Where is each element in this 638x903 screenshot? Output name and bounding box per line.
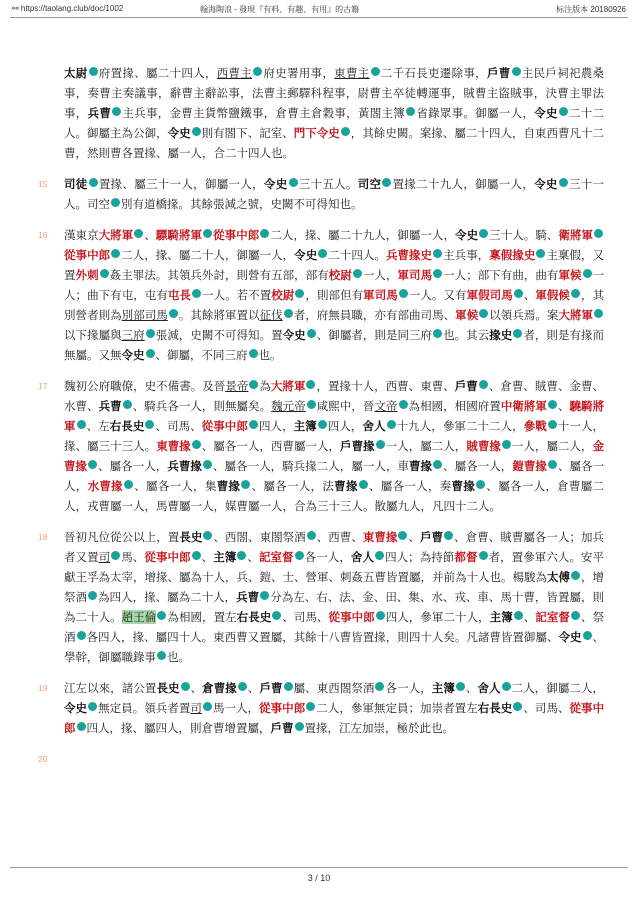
term-link[interactable]: 軍候	[558, 268, 582, 282]
term-link[interactable]: 戶曹	[454, 379, 478, 393]
footer-divider	[10, 867, 628, 868]
annotation-marker-icon[interactable]	[203, 702, 212, 711]
annotation-marker-icon[interactable]	[513, 702, 522, 711]
annotation-marker-icon[interactable]	[433, 249, 442, 258]
annotation-marker-icon[interactable]	[476, 480, 485, 489]
term-link[interactable]: 驃騎將軍	[155, 228, 203, 242]
annotation-marker-icon[interactable]	[359, 480, 368, 489]
annotation-marker-icon[interactable]	[284, 309, 293, 318]
annotation-marker-icon[interactable]	[203, 229, 212, 238]
term-link[interactable]: 兵曹掾史	[385, 248, 433, 262]
term-link[interactable]: 曹掾	[451, 479, 476, 493]
term-link[interactable]: 舍人	[477, 681, 501, 695]
term-link[interactable]: 曹掾	[334, 479, 358, 493]
annotation-marker-icon[interactable]	[100, 269, 109, 278]
term-link[interactable]: 記室督	[258, 550, 294, 564]
annotation-marker-icon[interactable]	[318, 420, 327, 429]
annotation-marker-icon[interactable]	[88, 702, 97, 711]
term-link[interactable]: 兵曹掾	[167, 459, 202, 473]
term-link[interactable]: 參戰	[523, 419, 547, 433]
term-link[interactable]: 主簿	[489, 610, 513, 624]
paragraph-number: 18	[38, 532, 48, 542]
annotation-marker-icon[interactable]	[134, 229, 143, 238]
term-link[interactable]: 軍候	[455, 308, 479, 322]
term-link[interactable]: 太尉	[64, 66, 88, 80]
annotation-marker-icon[interactable]	[559, 178, 568, 187]
term-link[interactable]: 東曹掾	[362, 530, 398, 544]
term-link[interactable]: 令史	[534, 177, 558, 191]
annotation-marker-icon[interactable]	[571, 289, 580, 298]
term-link[interactable]: 令史	[558, 630, 582, 644]
annotation-marker-icon[interactable]	[111, 551, 120, 560]
annotation-marker-icon[interactable]	[479, 229, 488, 238]
annotation-marker-icon[interactable]	[376, 611, 385, 620]
annotation-marker-icon[interactable]	[192, 127, 201, 136]
annotation-marker-icon[interactable]	[382, 178, 391, 187]
annotation-marker-icon[interactable]	[502, 682, 511, 691]
term-link[interactable]: 兵曹	[98, 399, 122, 413]
annotation-marker-icon[interactable]	[241, 480, 250, 489]
annotation-marker-icon[interactable]	[77, 722, 86, 731]
paragraph-number: 20	[38, 754, 48, 764]
term-link[interactable]: 從事中郎	[259, 701, 306, 715]
term-link[interactable]: 大將軍	[558, 308, 594, 322]
paragraph	[38, 678, 604, 738]
paragraph-number: 16	[38, 230, 48, 240]
annotation-marker-icon[interactable]	[88, 460, 97, 469]
paragraph-text: 魏初公府職僚，史不備書。及晉景帝 為大將軍 ，置掾十人，西曹、東曹、戶曹 、倉曹、賊曹、金曹、水曹、兵曹 、騎兵各一人，則無屬矣。魏元帝 咸熙中，晉文帝 為相國，相國府置中衛將軍 、驍騎將軍 、左右長史 、司馬、從事中郎 四人，主簿 四人，舍人 十九人，參軍二十二人，參戰 十一人，掾、屬三十三人。東曹掾 、屬各一人，西曹屬一人，戶曹掾 一人，屬二人，賊曹掾 一人，屬二人，金曹掾 、屬各一人，兵曹掾 、屬各一人，騎兵掾二人，屬一人，車曹掾 、屬各一人，鎧曹掾 、屬各一人，水曹掾 、屬各一人，集曹掾 、屬各一人，法曹掾 、屬各一人，奏曹掾 、屬各一人，倉曹屬二人，戎曹屬一人，馬曹屬一人，媒曹屬一人，合為三十三人。散屬九人，凡四十二人。	[64, 379, 605, 513]
term-link[interactable]: 兵曹	[87, 106, 112, 120]
term-link[interactable]: 賊曹掾	[466, 439, 501, 453]
annotation-marker-icon[interactable]	[146, 329, 155, 338]
term-link[interactable]: 校尉	[328, 268, 352, 282]
term-link[interactable]: 軍假司馬	[466, 288, 513, 302]
term-link[interactable]: 中衛將軍	[500, 399, 547, 413]
term-link[interactable]: 記室督	[535, 610, 570, 624]
annotation-marker-icon[interactable]	[387, 420, 396, 429]
annotation-marker-icon[interactable]	[399, 289, 408, 298]
term-link[interactable]: 主簿	[213, 550, 237, 564]
paragraph-text: 晉初凡位從公以上，置長史 、西閤、東閤祭酒 、西曹、東曹掾 、戶曹 、倉曹、賊曹屬各一人；加兵者又置司 馬、從事中郎 、主簿 、記室督 各一人，舍人 四人；為持節都督 者，置參軍六人。安平獻王孚為太宰，增掾、屬為十人，兵、鎧、士、營軍、刺姦五曹皆置屬，并前為十人也。楊駿為太傅 ，增祭酒 為四人，掾、屬為二十人，兵曹 分為左、右、法、金、田、集、水、戎、車、馬十曹，皆置屬，則為二十人。趙王倫 為相國，置左右長史 、司馬、從事中郎 四人，參軍二十人，主簿 、記室督 、祭酒 各四人，掾、屬四十人。東西曹又置屬，其餘十八曹皆置掾，則四十人矣。凡諸曹皆置御屬、令史 、學幹，御屬職錄事 也。	[64, 530, 605, 664]
annotation-marker-icon[interactable]	[571, 571, 580, 580]
annotation-marker-icon[interactable]	[406, 107, 415, 116]
term-link[interactable]: 外刺	[75, 268, 99, 282]
paragraph-number: 19	[38, 683, 48, 693]
term-link[interactable]: 屯長	[167, 288, 191, 302]
person-link[interactable]: 西曹主	[216, 66, 253, 80]
person-link[interactable]: 文帝	[374, 399, 398, 413]
term-link[interactable]: 倉曹掾	[202, 681, 237, 695]
annotation-marker-icon[interactable]	[260, 229, 269, 238]
document-body	[38, 63, 605, 764]
annotation-marker-icon[interactable]	[433, 329, 442, 338]
annotation-marker-icon[interactable]	[111, 198, 120, 207]
annotation-marker-icon[interactable]	[456, 682, 465, 691]
annotation-marker-icon[interactable]	[512, 67, 521, 76]
term-link[interactable]: 令史	[121, 348, 145, 362]
term-link[interactable]: 太傅	[547, 570, 570, 584]
annotation-marker-icon[interactable]	[371, 67, 380, 76]
annotation-marker-icon[interactable]	[253, 67, 262, 76]
annotation-marker-icon[interactable]	[157, 651, 166, 660]
annotation-marker-icon[interactable]	[111, 249, 120, 258]
annotation-marker-icon[interactable]	[77, 631, 86, 640]
annotation-marker-icon[interactable]	[479, 380, 488, 389]
term-link[interactable]: 戶曹	[486, 66, 511, 80]
term-link[interactable]: 主簿	[293, 419, 317, 433]
person-link[interactable]: 征伐	[259, 308, 283, 322]
annotation-marker-icon[interactable]	[146, 349, 155, 358]
annotation-marker-icon[interactable]	[318, 249, 327, 258]
term-link[interactable]: 都督	[454, 550, 478, 564]
annotation-marker-icon[interactable]	[514, 289, 523, 298]
annotation-marker-icon[interactable]	[295, 722, 304, 731]
person-link[interactable]: 司	[190, 701, 202, 715]
paragraph-text: 太尉 府置掾、屬二十四人，西曹主 府史署用事，東曹主 二千石長吏遷除事，戶曹 主民戶祠祀農桑事，奏曹主奏議事，辭曹主辭訟事，法曹主郵驛科程事，尉曹主卒徒轉運事，賊曹主盜賊事，決曹主罪法事，兵曹 主兵事，金曹主貨幣鹽鐵事，倉曹主倉穀事，黃閤主簿 省錄眾事。御屬一人，令史 二十二人。御屬主為公御，令史 則有閤下、記室、門下令史 ，其餘史闕。案掾、屬二十四人，自東西曹凡十二曹，然則曹各置掾、屬一人，合二十四人也。	[64, 66, 605, 160]
page-footer	[0, 873, 638, 883]
paragraph	[38, 225, 604, 365]
term-link[interactable]: 金曹掾	[64, 439, 605, 473]
annotation-marker-icon[interactable]	[237, 551, 246, 560]
annotation-marker-icon[interactable]	[89, 178, 98, 187]
term-link[interactable]: 舍人	[350, 550, 375, 564]
paragraph-text: 漢東京大將軍 、驃騎將軍 從事中郎 二人，掾、屬二十九人，御屬一人，令史 三十人。騎、衛將軍從事中郎 二人，掾、屬二十人，御屬一人，令史 二十四人。兵曹掾史 主兵事，稟假掾史 主稟假，又置外刺 姦主罪法。其領兵外討，則營有五部，部有校尉 一人，軍司馬 一人；部下有曲，曲有軍候 一人；曲下有屯，屯有屯長 一人。若不置校尉 ，則部但有軍司馬 一人。又有軍假司馬 、軍假候 ，其別營者則為別部司馬 。其餘將軍置以征伐 者，府無員職，亦有部曲司馬、軍候 以領兵焉。案大將軍以下掾屬與三府 張減，史闕不可得知。置令史 、御屬者，則是同三府 也。其云掾史 者，則是有掾而無屬。又無令史 、御屬，不同三府 也。	[64, 228, 605, 362]
term-link[interactable]: 掾史	[489, 328, 513, 342]
version-label: 标注版本 20180926	[556, 5, 626, 14]
term-link[interactable]: 從事中郎	[64, 701, 605, 735]
annotation-marker-icon[interactable]	[548, 460, 557, 469]
term-link[interactable]: 校尉	[271, 288, 295, 302]
page-number: 3 / 10	[307, 873, 331, 883]
annotation-marker-icon[interactable]	[89, 67, 98, 76]
annotation-marker-icon[interactable]	[399, 400, 408, 409]
term-link[interactable]: 從事中郎	[64, 248, 111, 262]
annotation-marker-icon[interactable]	[249, 380, 258, 389]
term-link[interactable]: 大將軍	[98, 228, 134, 242]
annotation-marker-icon[interactable]	[307, 329, 316, 338]
annotation-marker-icon[interactable]	[289, 178, 298, 187]
term-link[interactable]: 令史	[167, 126, 191, 140]
annotation-marker-icon[interactable]	[548, 420, 557, 429]
person-link[interactable]: 三府	[121, 328, 145, 342]
term-link[interactable]: 右長史	[236, 610, 272, 624]
annotation-marker-icon[interactable]	[536, 249, 545, 258]
term-link[interactable]: 右長史	[109, 419, 145, 433]
term-link[interactable]: 從事中郎	[144, 550, 191, 564]
annotation-marker-icon[interactable]	[307, 531, 316, 540]
paragraph-number: 17	[38, 381, 48, 391]
term-link[interactable]: 戶曹	[259, 681, 283, 695]
term-link[interactable]: 戶曹	[270, 721, 294, 735]
term-link[interactable]: 稟假掾史	[489, 248, 536, 262]
annotation-marker-icon[interactable]	[583, 269, 592, 278]
annotation-marker-icon[interactable]	[295, 551, 304, 560]
term-link[interactable]: 長史	[156, 681, 180, 695]
term-link[interactable]: 司徒	[64, 177, 88, 191]
annotation-marker-icon[interactable]	[192, 289, 201, 298]
annotation-marker-icon[interactable]	[376, 440, 385, 449]
annotation-marker-icon[interactable]	[306, 702, 315, 711]
annotation-marker-icon[interactable]	[272, 611, 281, 620]
annotation-marker-icon[interactable]	[145, 420, 154, 429]
annotation-marker-icon[interactable]	[260, 591, 269, 600]
annotation-marker-icon[interactable]	[124, 480, 133, 489]
annotation-marker-icon[interactable]	[571, 611, 580, 620]
annotation-marker-icon[interactable]	[479, 309, 488, 318]
term-link[interactable]: 令史	[455, 228, 479, 242]
person-link[interactable]: 別部司馬	[121, 308, 168, 322]
term-link[interactable]: 鎧曹掾	[512, 459, 547, 473]
annotation-marker-icon[interactable]	[479, 551, 488, 560]
term-link[interactable]: 門下令史	[293, 126, 340, 140]
annotation-marker-icon[interactable]	[306, 380, 315, 389]
source-url[interactable]: ⚯ https://taolang.club/doc/1002	[12, 4, 124, 13]
term-link[interactable]: 軍司馬	[363, 288, 398, 302]
term-link[interactable]: 司空	[357, 177, 382, 191]
person-link[interactable]: 東曹主	[334, 66, 370, 80]
term-link[interactable]: 驍騎將軍	[64, 399, 605, 433]
term-link[interactable]: 曹掾	[409, 459, 433, 473]
term-link[interactable]: 戶曹	[420, 530, 444, 544]
paragraph	[38, 527, 604, 667]
term-link[interactable]: 曹掾	[216, 479, 241, 493]
annotation-marker-icon[interactable]	[594, 229, 603, 238]
annotation-marker-icon[interactable]	[203, 460, 212, 469]
person-link[interactable]: 魏元帝	[271, 399, 306, 413]
annotation-marker-icon[interactable]	[444, 531, 453, 540]
annotation-marker-icon[interactable]	[157, 611, 166, 620]
person-link[interactable]: 司	[98, 550, 111, 564]
annotation-marker-icon[interactable]	[548, 400, 557, 409]
paragraph-text: 司徒 置掾、屬三十一人，御屬一人，令史 三十五人。司空 置掾二十九人，御屬一人，令史 三十一人。司空 別有道橋掾。其餘張減之號，史闕不可得知也。	[64, 177, 605, 211]
annotation-marker-icon[interactable]	[514, 611, 523, 620]
annotation-marker-icon[interactable]	[353, 269, 362, 278]
annotation-marker-icon[interactable]	[341, 127, 350, 136]
paragraph	[38, 63, 604, 163]
annotation-marker-icon[interactable]	[375, 551, 384, 560]
paragraph-text: 江左以來，諸公置長史 、倉曹掾 、戶曹 屬、東西閤祭酒 各一人，主簿 、舍人 二人，御屬二人，令史 無定員。領兵者置司 馬一人，從事中郎 二人，參軍無定員；加崇者置左右長史 、司馬、從事中郎 四人，掾、屬四人，則倉曹增置屬，戶曹 置掾，江左加崇，極於此也。	[64, 681, 605, 735]
annotation-marker-icon[interactable]	[238, 682, 247, 691]
annotation-marker-icon[interactable]	[502, 440, 511, 449]
term-link[interactable]: 令史	[534, 106, 558, 120]
annotation-marker-icon[interactable]	[433, 269, 442, 278]
annotation-marker-icon[interactable]	[77, 420, 86, 429]
annotation-marker-icon[interactable]	[123, 400, 132, 409]
annotation-marker-icon[interactable]	[203, 531, 212, 540]
term-link[interactable]: 東曹掾	[156, 439, 191, 453]
term-link[interactable]: 軍假候	[535, 288, 570, 302]
term-link[interactable]: 兵曹	[236, 590, 260, 604]
term-link[interactable]: 水曹掾	[87, 479, 123, 493]
annotation-marker-icon[interactable]	[169, 309, 178, 318]
header-divider	[10, 17, 628, 18]
annotation-marker-icon[interactable]	[181, 682, 190, 691]
annotation-marker-icon[interactable]	[284, 682, 293, 691]
term-link[interactable]: 戶曹掾	[340, 439, 375, 453]
annotation-marker-icon[interactable]	[88, 591, 97, 600]
term-link[interactable]: 大將軍	[270, 379, 306, 393]
term-link[interactable]: 令史	[263, 177, 288, 191]
paragraph	[38, 174, 604, 214]
term-link[interactable]: 衛將軍	[558, 228, 594, 242]
annotation-marker-icon[interactable]	[583, 631, 592, 640]
term-link[interactable]: 從事中郎	[328, 610, 375, 624]
annotation-marker-icon[interactable]	[192, 440, 201, 449]
highlighted-name[interactable]: 趙王倫	[121, 610, 157, 624]
annotation-marker-icon[interactable]	[249, 349, 258, 358]
annotation-marker-icon[interactable]	[398, 531, 407, 540]
person-link[interactable]: 景帝	[225, 379, 249, 393]
annotation-marker-icon[interactable]	[433, 460, 442, 469]
term-link[interactable]: 右長史	[477, 701, 513, 715]
term-link[interactable]: 長史	[179, 530, 203, 544]
term-link[interactable]: 令史	[64, 701, 88, 715]
site-title: 翰海陶浪 - 發現『有料、有趣、有用』的古籍	[200, 5, 360, 14]
annotation-marker-icon[interactable]	[192, 551, 201, 560]
term-link[interactable]: 令史	[282, 328, 306, 342]
page-header	[0, 0, 638, 22]
annotation-marker-icon[interactable]	[594, 309, 603, 318]
term-link[interactable]: 軍司馬	[397, 268, 433, 282]
term-link[interactable]: 主簿	[431, 681, 455, 695]
term-link[interactable]: 從事中郎	[201, 419, 248, 433]
annotation-marker-icon[interactable]	[375, 682, 384, 691]
paragraph	[38, 376, 604, 516]
term-link[interactable]: 從事中郎	[213, 228, 260, 242]
paragraph-number: 15	[38, 179, 48, 189]
term-link[interactable]: 令史	[294, 248, 318, 262]
annotation-marker-icon[interactable]	[249, 420, 258, 429]
annotation-marker-icon[interactable]	[295, 289, 304, 298]
term-link[interactable]: 舍人	[362, 419, 386, 433]
annotation-marker-icon[interactable]	[112, 107, 121, 116]
annotation-marker-icon[interactable]	[307, 400, 316, 409]
annotation-marker-icon[interactable]	[513, 329, 522, 338]
annotation-marker-icon[interactable]	[559, 107, 568, 116]
